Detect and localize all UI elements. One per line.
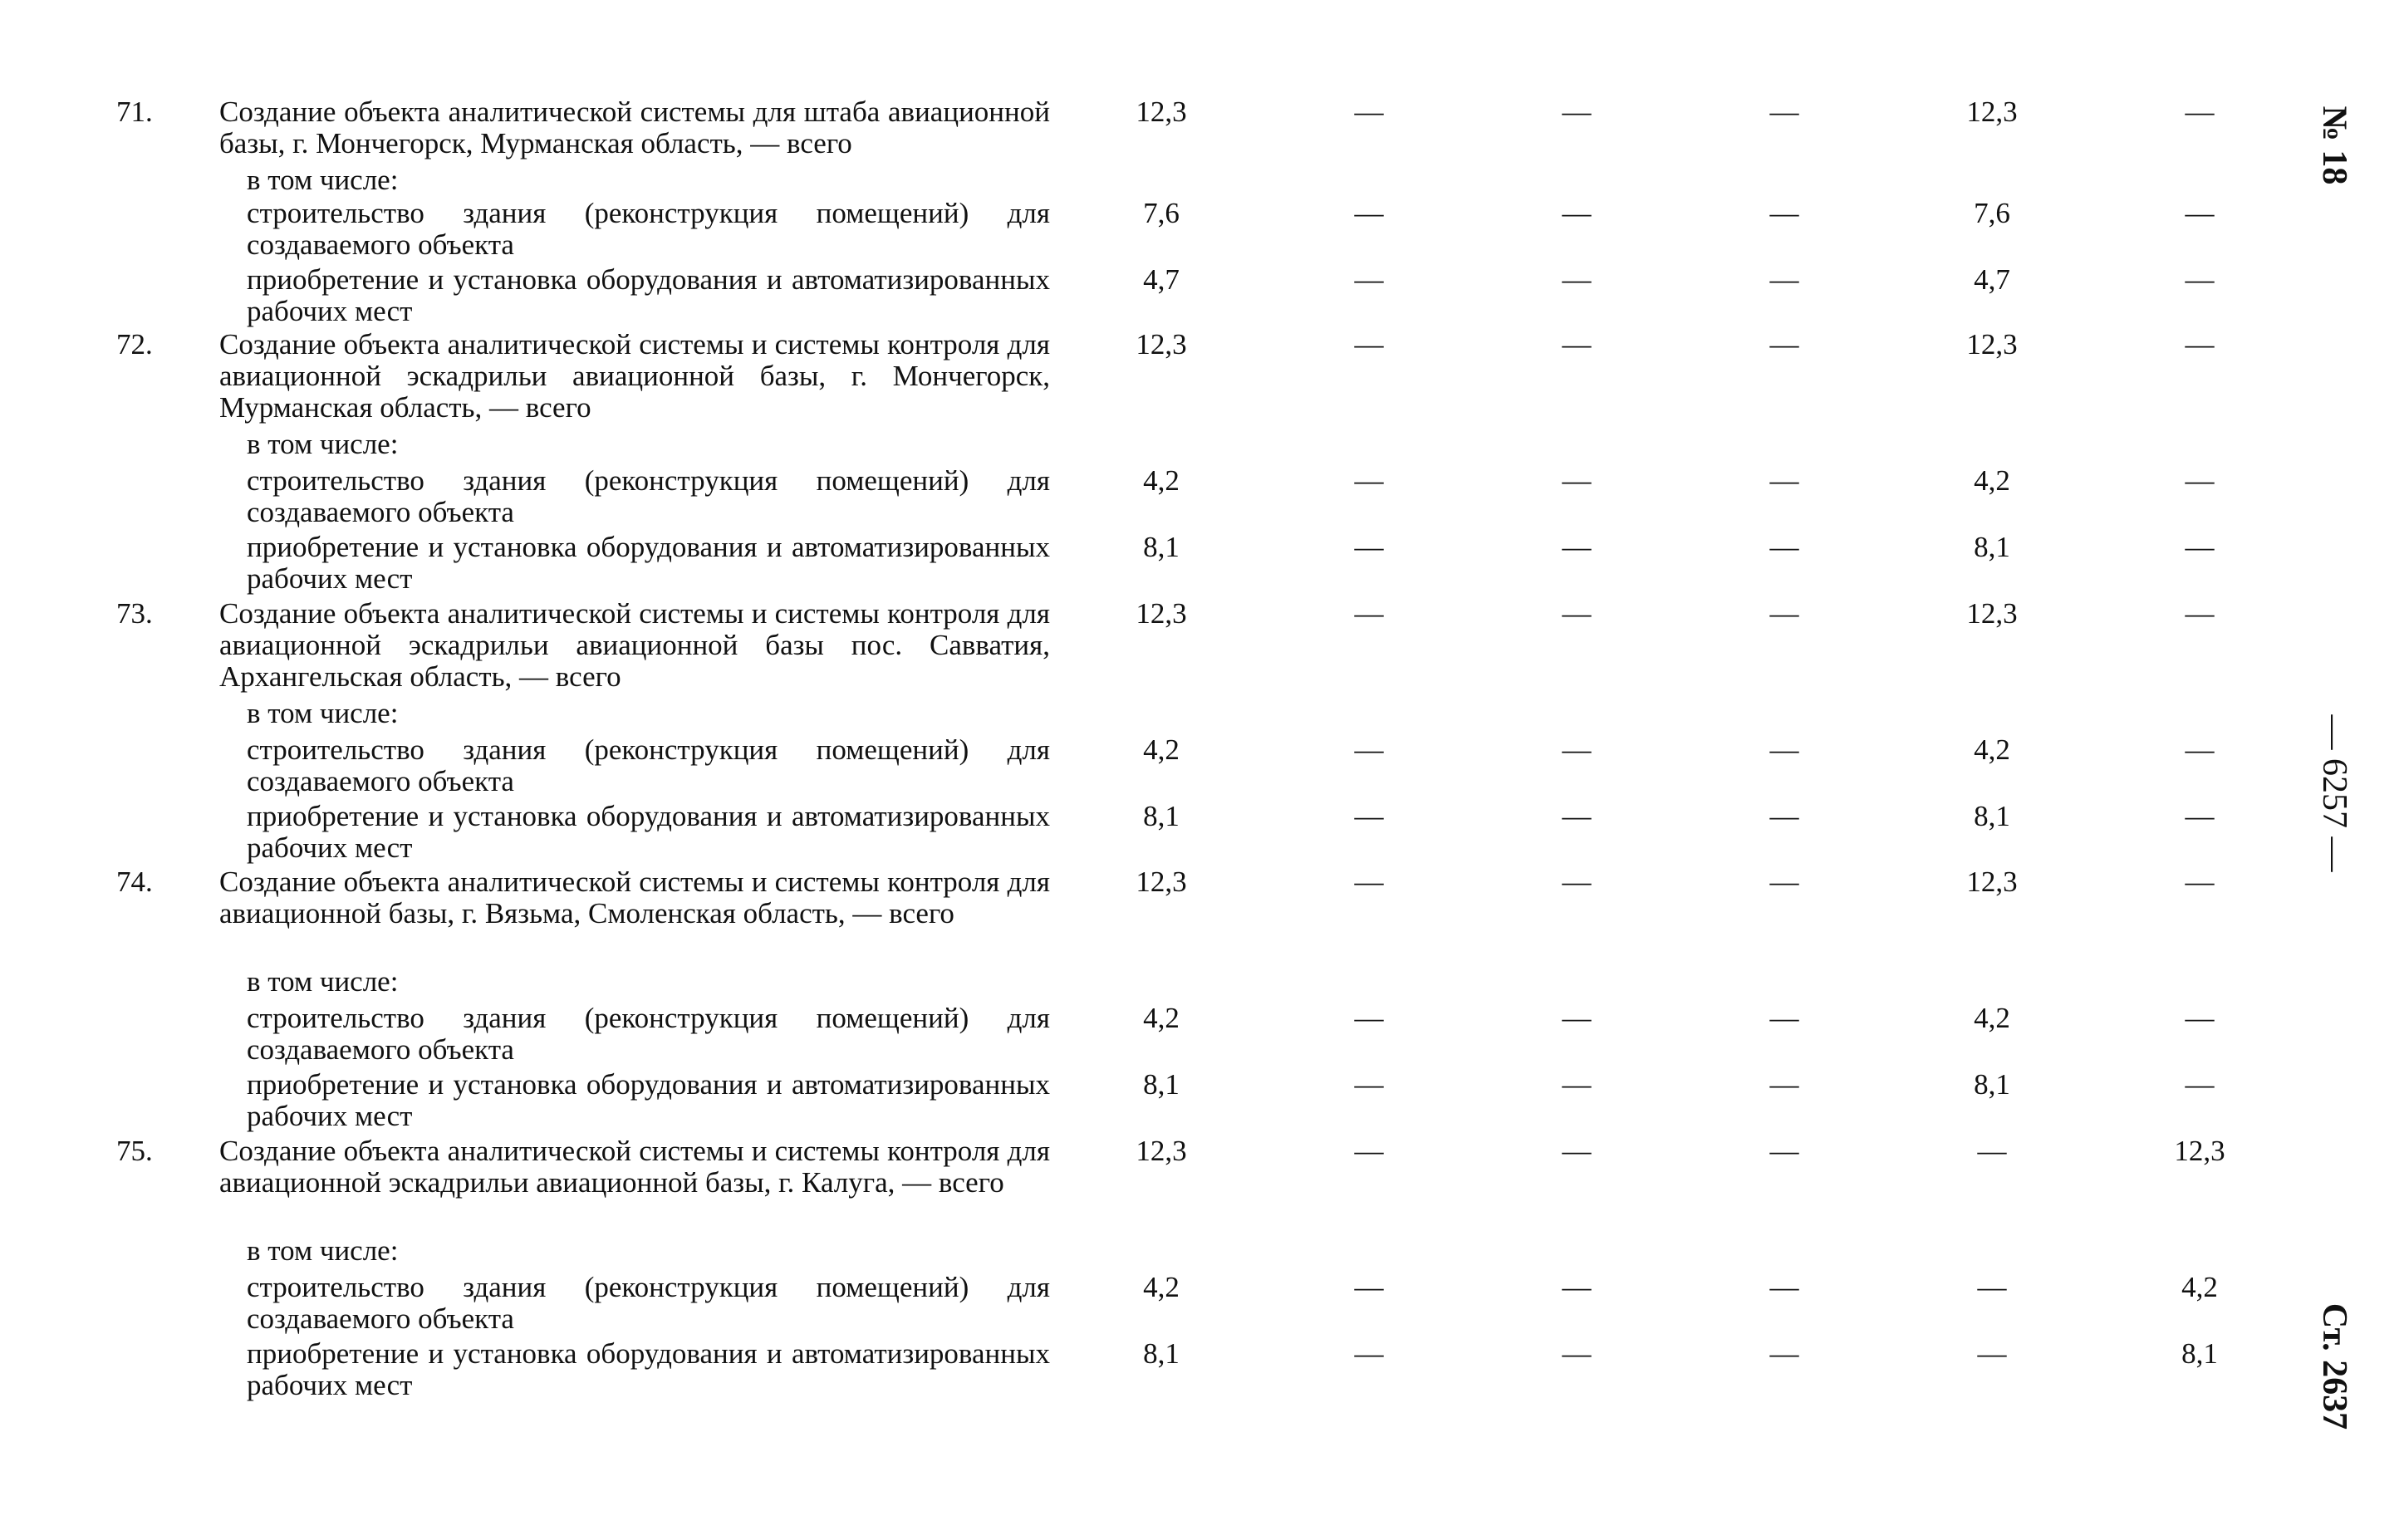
value-cell: — [1354,1135,1384,1167]
entry-number: 75. [116,1135,153,1167]
value-cell: — [1562,263,1592,296]
entry-number: 72. [116,328,153,360]
value-cell: — [1562,531,1592,563]
subitem-row [0,1069,2259,1134]
value-cell: — [1562,1002,1592,1034]
subitem-text: приобретение и установка оборудования и автоматизированных рабочих мест [247,531,1050,595]
value-cell: — [1562,597,1592,630]
value-cell: — [1769,733,1799,766]
value-cell: 12,3 [1136,96,1187,128]
value-cell: — [1769,1271,1799,1303]
value-cell: 4,2 [1974,464,2010,497]
entry-total-row [0,598,2259,698]
value-cell: 7,6 [1143,197,1180,229]
including-label: в том числе: [247,965,399,998]
issue-number: № 18 [2315,105,2353,185]
value-cell: — [1769,464,1799,497]
entry-total-row [0,1135,2259,1235]
including-label: в том числе: [247,428,399,460]
subitem-row [0,264,2259,329]
value-cell: — [1769,800,1799,832]
subitem-text: приобретение и установка оборудования и автоматизированных рабочих мест [247,263,1050,327]
value-cell: — [2185,1068,2215,1101]
value-cell: — [1769,531,1799,563]
value-cell: 8,1 [1974,1068,2010,1101]
value-cell: — [2185,800,2215,832]
value-cell: 12,3 [1136,328,1187,360]
value-cell: 12,3 [1966,328,2018,360]
value-cell: — [1354,328,1384,360]
value-cell: — [1354,96,1384,128]
including-label: в том числе: [247,697,399,729]
table-entry-71 [0,96,2259,329]
subitem-text: приобретение и установка оборудования и автоматизированных рабочих мест [247,1068,1050,1132]
article-number: Ст. 2637 [2315,1302,2353,1430]
including-row [0,1235,2259,1272]
including-row [0,966,2259,1003]
value-cell: — [1562,328,1592,360]
value-cell: — [1769,866,1799,898]
value-cell: 12,3 [1966,866,2018,898]
value-cell: — [1354,733,1384,766]
value-cell: — [1769,1337,1799,1370]
entry-title: Создание объекта аналитической системы и системы контроля для авиационной эскадрильи авиационной базы пос. Савватия, Архангельская область, — всего [219,597,1050,693]
subitem-text: строительство здания (реконструкция помещений) для создаваемого объекта [247,464,1050,528]
subitem-row [0,801,2259,866]
value-cell: 4,7 [1974,263,2010,296]
entry-total-row [0,866,2259,966]
value-cell: — [1769,328,1799,360]
subitem-text: строительство здания (реконструкция помещений) для создаваемого объекта [247,1002,1050,1066]
subitem-text: строительство здания (реконструкция помещений) для создаваемого объекта [247,1271,1050,1335]
value-cell: — [1562,733,1592,766]
value-cell: — [1354,800,1384,832]
value-cell: — [1769,197,1799,229]
value-cell: 4,2 [1143,733,1180,766]
value-cell: 12,3 [1136,866,1187,898]
including-label: в том числе: [247,1234,399,1267]
value-cell: — [1562,866,1592,898]
value-cell: — [2185,197,2215,229]
entry-total-row [0,96,2259,164]
subitem-row [0,198,2259,264]
value-cell: — [1354,1337,1384,1370]
entry-title: Создание объекта аналитической системы для штаба авиационной базы, г. Мончегорск, Мурманская область, — всего [219,96,1050,159]
value-cell: — [1354,197,1384,229]
value-cell: — [2185,464,2215,497]
value-cell: — [1354,1271,1384,1303]
value-cell: 4,2 [2181,1271,2218,1303]
value-cell: — [1769,263,1799,296]
entry-title: Создание объекта аналитической системы и системы контроля для авиационной эскадрильи авиационной базы, г. Мончегорск, Мурманская область, — всего [219,328,1050,424]
entry-title: Создание объекта аналитической системы и системы контроля для авиационной базы, г. Вязьма, Смоленская область, — всего [219,866,1050,929]
value-cell: — [1562,197,1592,229]
value-cell: 8,1 [1143,1337,1180,1370]
table-entry-75 [0,1135,2259,1403]
value-cell: 12,3 [1136,1135,1187,1167]
value-cell: 4,2 [1143,464,1180,497]
subitem-row [0,1272,2259,1338]
value-cell: — [1354,531,1384,563]
subitem-text: приобретение и установка оборудования и автоматизированных рабочих мест [247,800,1050,864]
value-cell: 4,2 [1974,1002,2010,1034]
entry-number: 73. [116,597,153,630]
value-cell: — [2185,866,2215,898]
value-cell: — [1977,1337,2007,1370]
value-cell: — [1977,1271,2007,1303]
value-cell: — [2185,1002,2215,1034]
subitem-row [0,1338,2259,1403]
value-cell: 8,1 [1974,531,2010,563]
including-row [0,164,2259,198]
entry-number: 74. [116,866,153,898]
subitem-row [0,734,2259,801]
value-cell: — [1354,464,1384,497]
including-row [0,429,2259,465]
value-cell: 12,3 [1966,96,2018,128]
value-cell: 12,3 [1966,597,2018,630]
value-cell: 8,1 [1143,531,1180,563]
entry-title: Создание объекта аналитической системы и системы контроля для авиационной эскадрильи авиационной базы, г. Калуга, — всего [219,1135,1050,1199]
value-cell: 8,1 [2181,1337,2218,1370]
value-cell: 4,2 [1974,733,2010,766]
value-cell: 4,2 [1143,1271,1180,1303]
entry-total-row [0,329,2259,429]
value-cell: — [1769,96,1799,128]
value-cell: — [1769,1068,1799,1101]
subitem-row [0,465,2259,532]
value-cell: 4,2 [1143,1002,1180,1034]
table-entry-74 [0,866,2259,1134]
value-cell: 8,1 [1143,800,1180,832]
value-cell: — [2185,531,2215,563]
value-cell: — [2185,263,2215,296]
value-cell: — [1354,263,1384,296]
value-cell: — [1354,1002,1384,1034]
value-cell: — [1769,1002,1799,1034]
value-cell: — [1562,464,1592,497]
value-cell: — [1562,800,1592,832]
value-cell: — [1562,1337,1592,1370]
value-cell: 8,1 [1974,800,2010,832]
value-cell: — [1769,1135,1799,1167]
value-cell: — [1354,1068,1384,1101]
value-cell: — [1354,866,1384,898]
value-cell: — [1562,1135,1592,1167]
value-cell: 4,7 [1143,263,1180,296]
subitem-row [0,532,2259,596]
subitem-text: строительство здания (реконструкция помещений) для создаваемого объекта [247,197,1050,261]
value-cell: 12,3 [1136,597,1187,630]
value-cell: — [1562,96,1592,128]
value-cell: — [1354,597,1384,630]
entry-number: 71. [116,96,153,128]
value-cell: — [2185,96,2215,128]
value-cell: 7,6 [1974,197,2010,229]
subitem-text: строительство здания (реконструкция помещений) для создаваемого объекта [247,733,1050,797]
subitem-row [0,1003,2259,1069]
value-cell: — [1562,1068,1592,1101]
including-label: в том числе: [247,164,399,196]
value-cell: 12,3 [2174,1135,2225,1167]
page-number: — 6257 — [2315,714,2353,872]
value-cell: — [2185,733,2215,766]
value-cell: — [2185,597,2215,630]
subitem-text: приобретение и установка оборудования и автоматизированных рабочих мест [247,1337,1050,1401]
value-cell: — [1769,597,1799,630]
table-entry-73 [0,598,2259,866]
value-cell: 8,1 [1143,1068,1180,1101]
table-entry-72 [0,329,2259,596]
value-cell: — [2185,328,2215,360]
value-cell: — [1562,1271,1592,1303]
including-row [0,698,2259,734]
value-cell: — [1977,1135,2007,1167]
